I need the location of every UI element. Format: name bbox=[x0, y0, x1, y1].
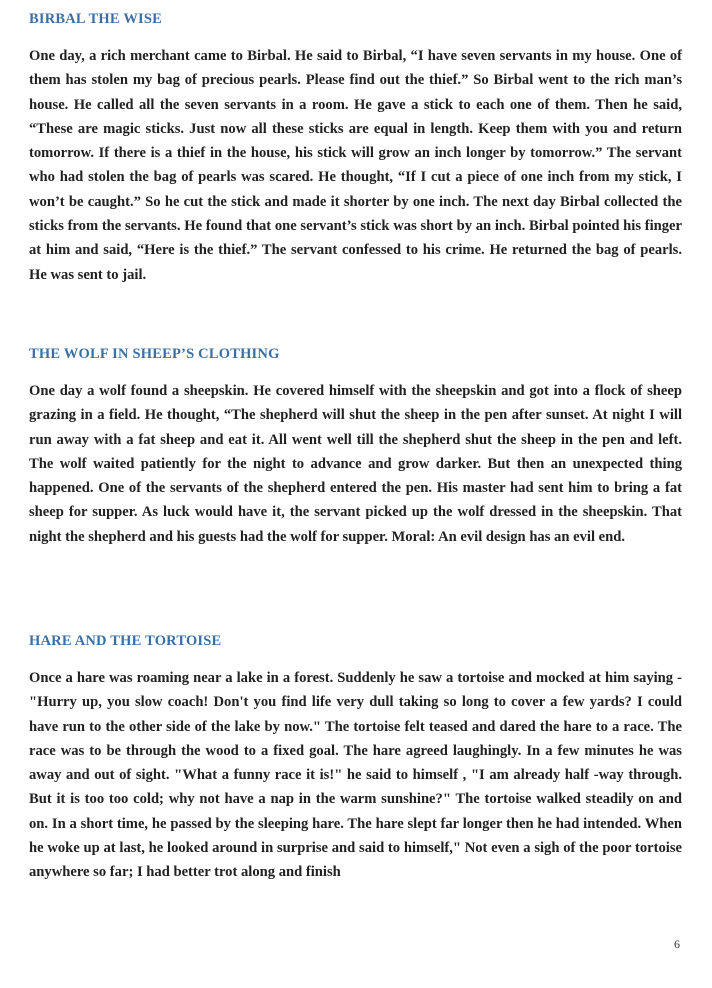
story-body: One day, a rich merchant came to Birbal. He said to Birbal, “I have seven servants in my house. One of them has stolen my bag of precious pearls. Please find out the thief.” So Birbal went to the rich man’s house. He called all the seven servants in a room. He gave a stick to each one of them. Then he said, “These are magic sticks. Just now all these sticks are equal in length. Keep them with you and return tomorrow. If there is a thief in the house, his stick will grow an inch longer by tomorrow.” The servant who had stolen the bag of pearls was scared. He thought, “If I cut a piece of one inch from my stick, I won’t be caught.” So he cut the stick and made it shorter by one inch. The next day Birbal collected the sticks from the servants. He found that one servant’s stick was short by an inch. Birbal pointed his finger at him and said, “Here is the thief.” The servant confessed to his crime. He returned the bag of pearls. He was sent to jail. bbox=[29, 48, 682, 283]
story-birbal-the-wise bbox=[29, 8, 682, 287]
story-body: One day a wolf found a sheepskin. He covered himself with the sheepskin and got into a flock of sheep grazing in a field. He thought, “The shepherd will shut the sheep in the pen after sunset. At night I will run away with a fat sheep and eat it. All went well till the shepherd shut the sheep in the pen and left. The wolf waited patiently for the night to advance and grow darker. But then an unexpected thing happened. One of the servants of the shepherd entered the pen. His master had sent him to bring a fat sheep for supper. As luck would have it, the servant picked up the wolf dressed in the sheepskin. That night the shepherd and his guests had the wolf for supper. Moral: An evil design has an evil end. bbox=[29, 383, 682, 545]
story-hare-and-the-tortoise bbox=[29, 630, 682, 885]
story-body: Once a hare was roaming near a lake in a forest. Suddenly he saw a tortoise and mocked at him saying - "Hurry up, you slow coach! Don't you find life very dull taking so long to cover a few yards? I could have run to the other side of the lake by now." The tortoise felt teased and dared the hare to a race. The race was to be through the wood to a fixed goal. The hare agreed laughingly. In a few minutes he was away and out of sight. "What a funny race it is!" he said to himself , "I am already half -way through. But it is too too cold; why not have a nap in the warm sunshine?" The tortoise walked steadily on and on. In a short time, he passed by the sleeping hare. The hare slept far longer then he had intended. When he woke up at last, he looked around in surprise and said to himself," Not even a sigh of the poor tortoise anywhere so far; I had better trot along and finish bbox=[29, 670, 682, 881]
story-title: THE WOLF IN SHEEP’S CLOTHING bbox=[29, 346, 280, 362]
page-number: 6 bbox=[674, 937, 680, 951]
story-wolf-in-sheeps-clothing bbox=[29, 343, 682, 549]
story-title: HARE AND THE TORTOISE bbox=[29, 633, 222, 649]
story-title: BIRBAL THE WISE bbox=[29, 11, 163, 27]
